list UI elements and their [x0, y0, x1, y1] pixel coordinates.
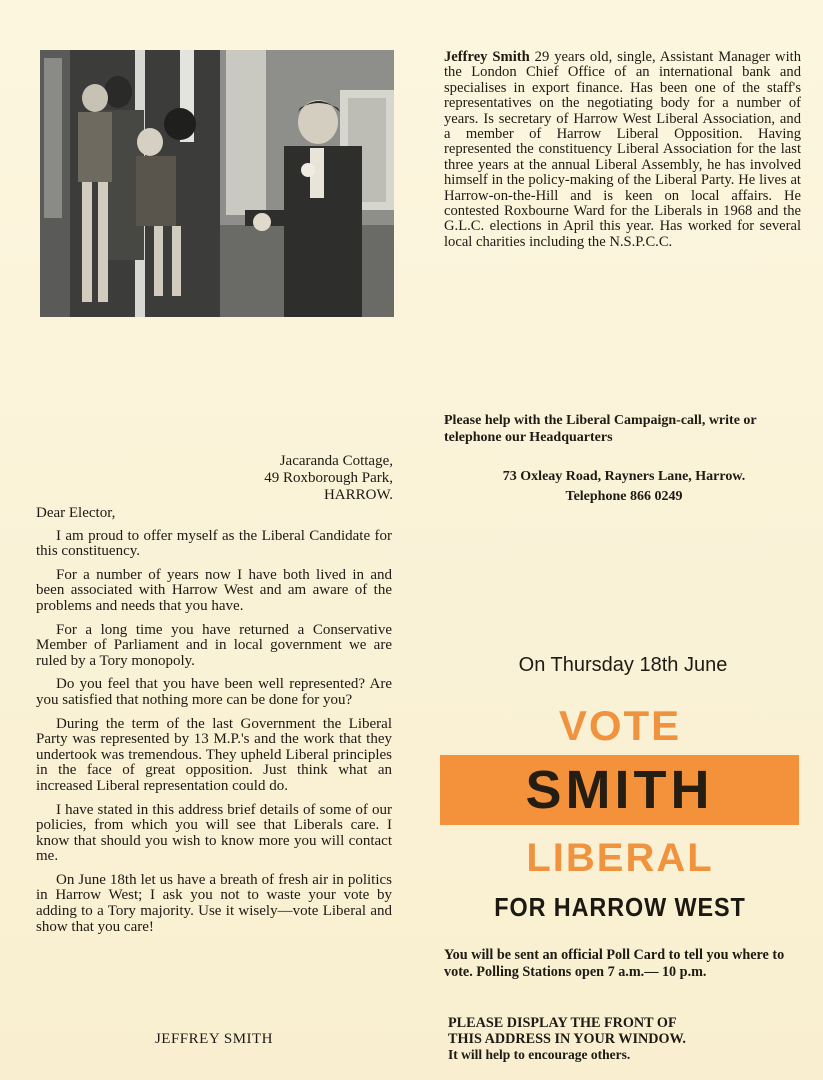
- candidate-biography: [444, 50, 801, 250]
- letter-signature: JEFFREY SMITH: [154, 1031, 274, 1047]
- letter-paragraph: I am proud to offer myself as the Liberal Candidate for this constituency.: [36, 527, 392, 560]
- headquarters-address: 73 Oxleay Road, Rayners Lane, Harrow.: [502, 469, 746, 484]
- constituency-name: FOR HARROW WEST: [494, 892, 746, 922]
- vote-heading: VOTE: [558, 702, 682, 749]
- letter-paragraph: For a long time you have returned a Conservative Member of Parliament and in local government we are ruled by a Tory monopoly.: [36, 621, 392, 669]
- poll-card-notice: You will be sent an official Poll Card to tell you where to vote. Polling Stations open 7 a.m.— 10 p.m.: [444, 947, 785, 980]
- headquarters-telephone: Telephone 866 0249: [565, 489, 683, 504]
- address-line-2: 49 Roxborough Park,: [264, 470, 393, 486]
- candidate-surname: SMITH: [525, 760, 714, 820]
- letter-salutation: Dear Elector,: [36, 505, 116, 521]
- display-request: [448, 1016, 788, 1063]
- candidate-name: Jeffrey Smith: [444, 49, 530, 65]
- campaign-help-text: Please help with the Liberal Campaign-call, write or telephone our Headquarters: [444, 413, 757, 445]
- letter-body: [36, 506, 392, 943]
- letter-paragraph: On June 18th let us have a breath of fresh air in politics in Harrow West; I ask you not to waste your vote by adding to a Tory majority. Use it wisely—vote Liberal and show that you care!: [36, 871, 392, 935]
- display-line-2: THIS ADDRESS IN YOUR WINDOW.: [448, 1030, 686, 1047]
- display-line-3: It will help to encourage others.: [448, 1047, 631, 1062]
- candidate-banner: [440, 755, 799, 825]
- letter-paragraph: For a number of years now I have both lived in and been associated with Harrow West and am aware of the problems and needs that you have.: [36, 566, 392, 614]
- letter-paragraph: I have stated in this address brief details of some of our policies, from which you will see that Liberals care. I know that should you wish to know more you will contact me.: [36, 801, 392, 865]
- address-line-1: Jacaranda Cottage,: [279, 453, 393, 469]
- letter-paragraph: During the term of the last Government the Liberal Party was represented by 13 M.P.'s and the work that they undertook was tremendous. They upheld Liberal principles in the face of great opposition. Just think what an increased Liberal representation could do.: [36, 715, 392, 794]
- election-date: On Thursday 18th June: [518, 654, 728, 676]
- address-line-3: HARROW.: [323, 487, 393, 503]
- biography-text: 29 years old, single, Assistant Manager with the London Chief Office of an international bank and specialises in export finance. Has been one of the staff's representatives on the negotiating body for a number of years. Is secretary of Harrow West Liberal Association, and a member of Harrow Liberal Opposition. Having represented the constituency Liberal Association for the last three years at the annual Liberal Assembly, he has involved himself in the policy-making of the Liberal Party. He lives at Harrow-on-the-Hill and is keen on local affairs. He contested Roxbourne Ward for the Liberals in 1968 and the G.L.C. elections in April this year. Has worked for several local charities including the N.S.P.C.C.: [444, 49, 802, 250]
- display-line-1: PLEASE DISPLAY THE FRONT OF: [448, 1015, 677, 1031]
- party-name: LIBERAL: [526, 836, 714, 880]
- headquarters-block: [444, 467, 804, 507]
- sender-address: [200, 453, 393, 504]
- letter-paragraph: Do you feel that you have been well represented? Are you satisfied that nothing more can be done for you?: [36, 676, 392, 708]
- candidate-photo: [40, 50, 394, 317]
